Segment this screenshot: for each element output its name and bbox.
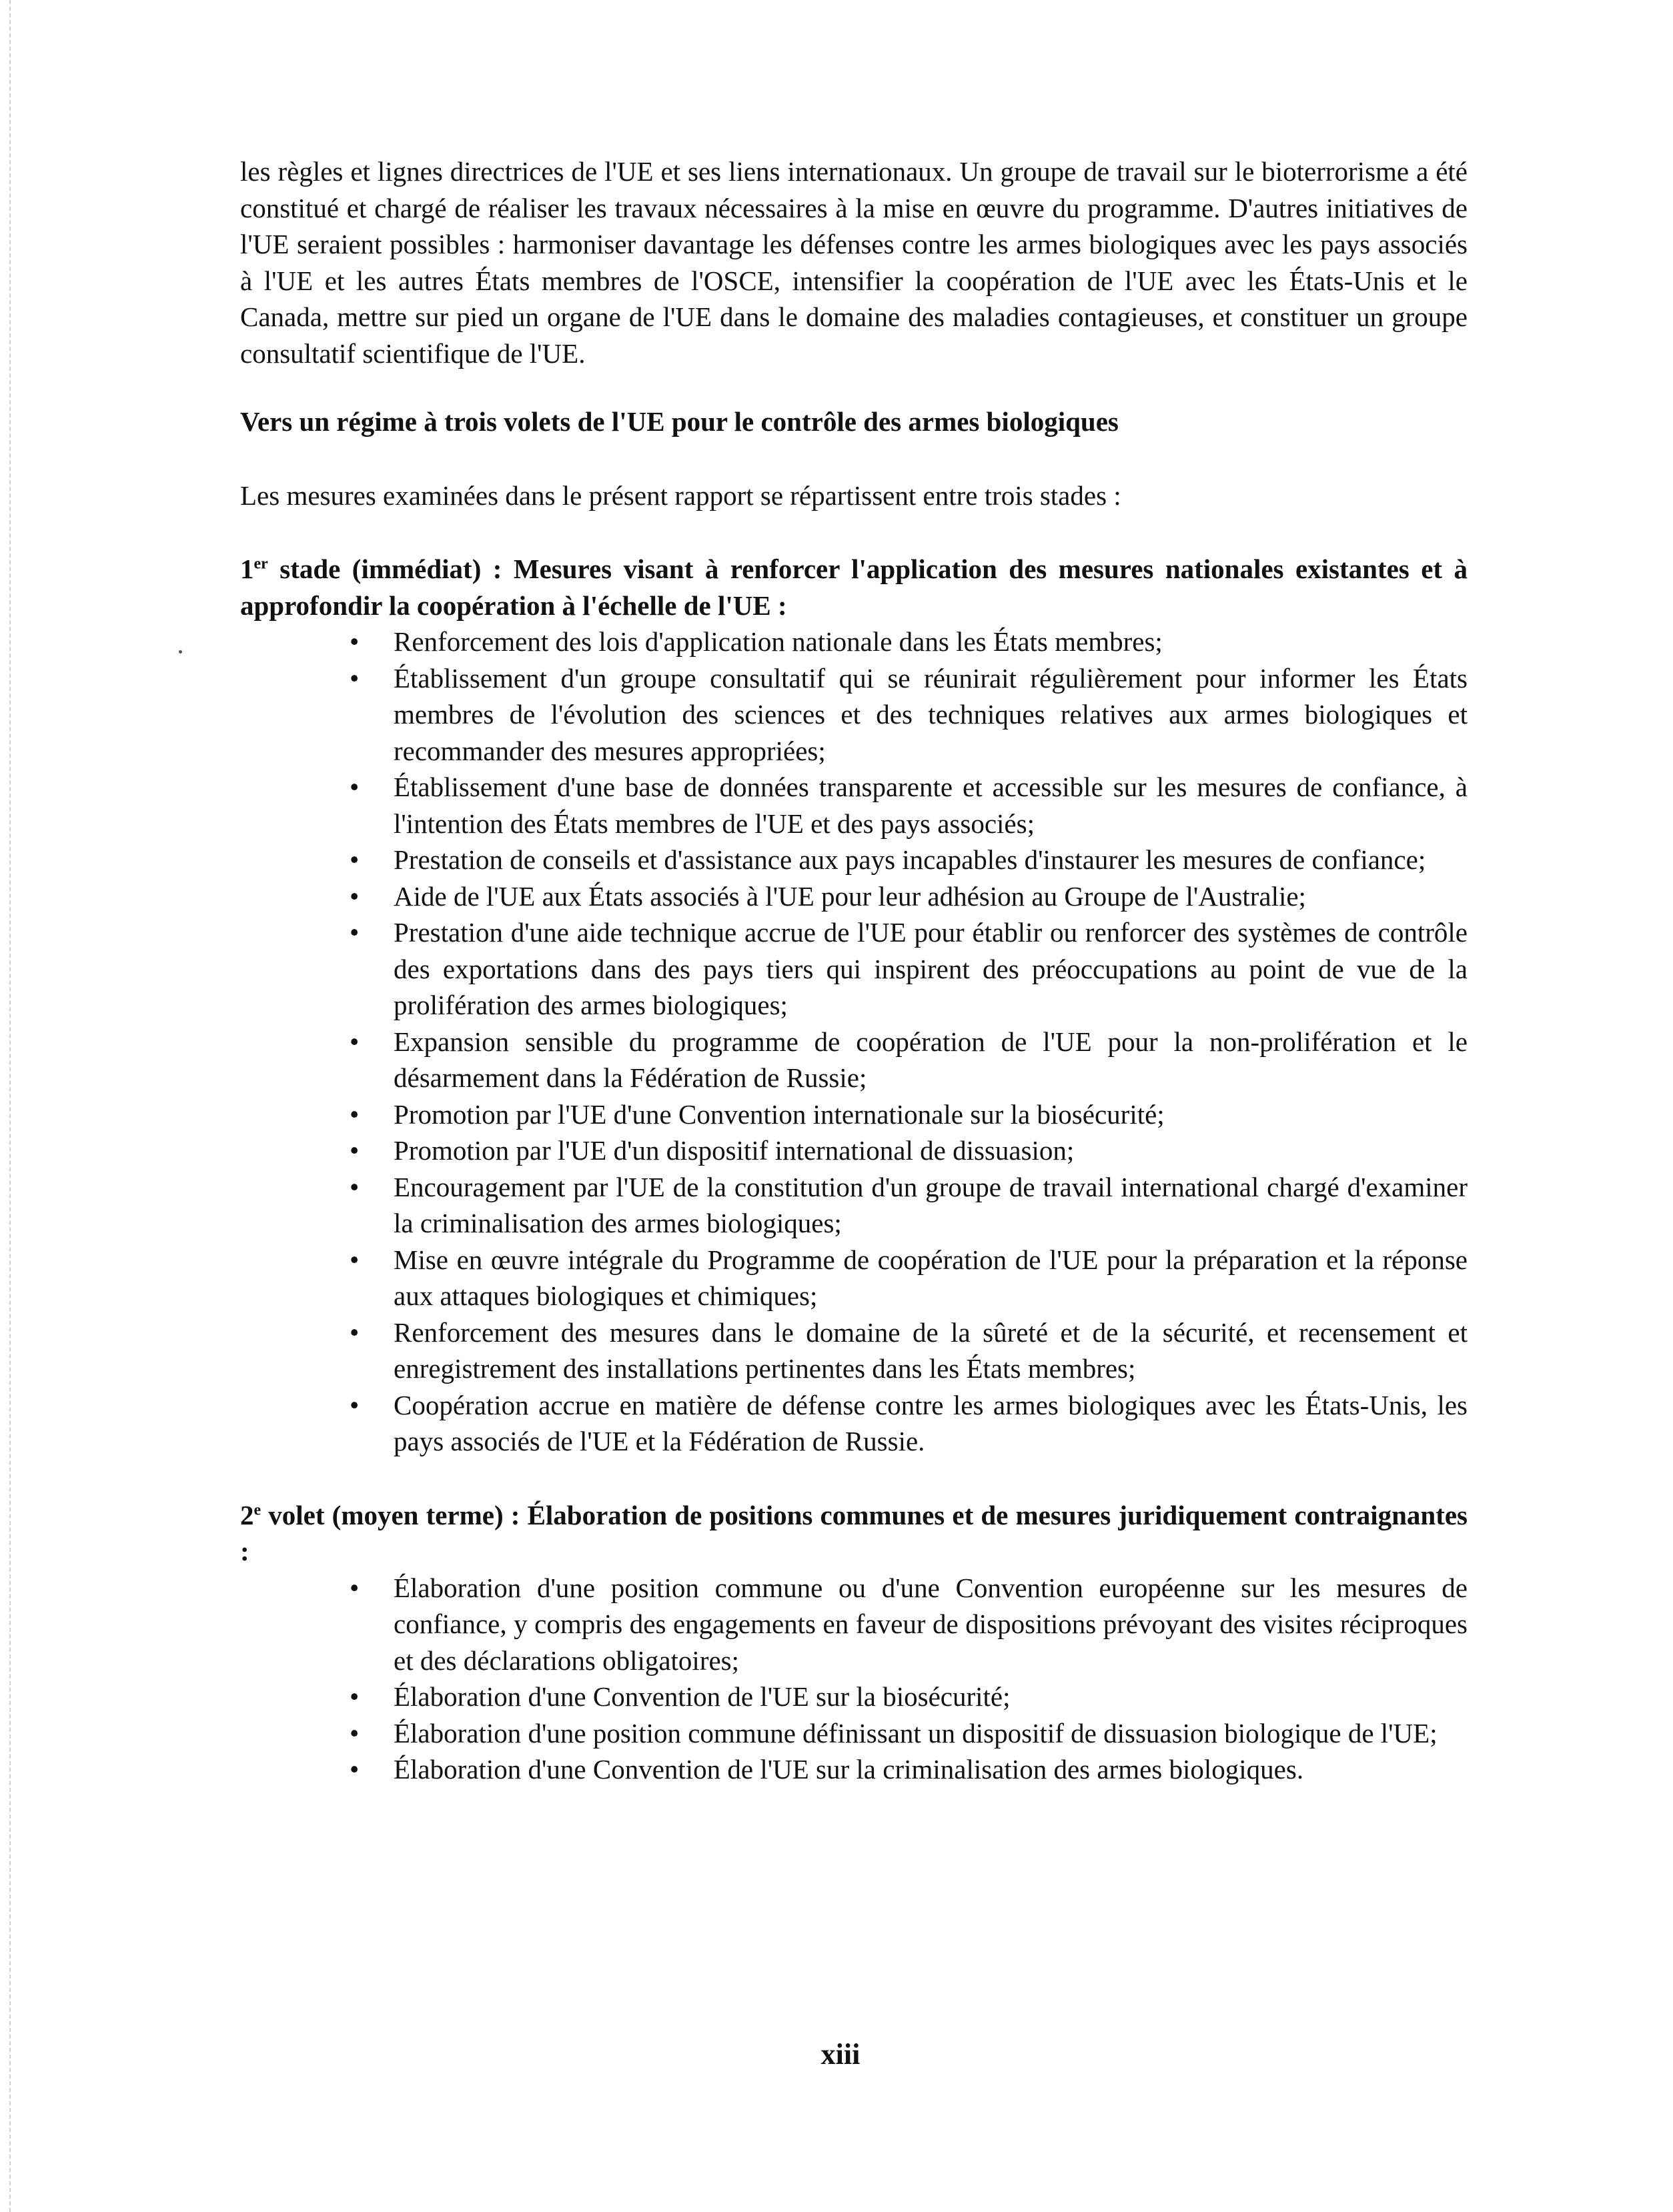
list-item xyxy=(340,1715,1468,1752)
bullet-icon: • xyxy=(350,662,360,694)
list-item-text: Mise en œuvre intégrale du Programme de coopération de l'UE pour la préparation et la réponse aux attaques biologiques et chimiques; xyxy=(394,1244,1468,1311)
bullet-icon: • xyxy=(350,1098,360,1130)
list-item xyxy=(340,660,1468,770)
list-item xyxy=(340,1314,1468,1387)
section-heading: Vers un régime à trois volets de l'UE pour le contrôle des armes biologiques xyxy=(240,406,1119,437)
list-item xyxy=(340,1751,1468,1788)
list-item-text: Encouragement par l'UE de la constitution d'un groupe de travail international chargé d'examiner la criminalisation des armes biologiques; xyxy=(394,1171,1468,1238)
list-item-text: Établissement d'une base de données transparente et accessible sur les mesures de confiance, à l'intention des États membres de l'UE et des pays associés; xyxy=(394,772,1468,839)
list-item xyxy=(340,624,1468,660)
list-item xyxy=(340,878,1468,915)
bullet-icon: • xyxy=(350,1135,360,1166)
stage1-number: 1 xyxy=(240,554,254,584)
bullet-icon: • xyxy=(350,880,360,912)
intro-paragraph: les règles et lignes directrices de l'UE et ses liens internationaux. Un groupe de travail sur le bioterrorisme a été constitué et chargé de réaliser les travaux nécessaires à la mise en œuvre du programme. D'autres initiatives de l'UE seraient possibles : harmoniser davantage les défenses contre les armes biologiques avec les pays associés à l'UE et les autres États membres de l'OSCE, intensifier la coopération de l'UE avec les États-Unis et le Canada, mettre sur pied un organe de l'UE dans le domaine des maladies contagieuses, et constituer un groupe consultatif scientifique de l'UE. xyxy=(240,156,1468,369)
list-item-text: Coopération accrue en matière de défense contre les armes biologiques avec les États-Unis, les pays associés de l'UE et la Fédération de Russie. xyxy=(394,1389,1468,1456)
list-item xyxy=(340,914,1468,1024)
list-item-text: Élaboration d'une Convention de l'UE sur la criminalisation des armes biologiques. xyxy=(394,1754,1304,1785)
bullet-icon: • xyxy=(350,1717,360,1749)
stage2-heading xyxy=(240,1497,1468,1570)
list-item-text: Élaboration d'une position commune définissant un dispositif de dissuasion biologique de l'UE; xyxy=(394,1717,1438,1749)
list-item-text: Élaboration d'une Convention de l'UE sur la biosécurité; xyxy=(394,1681,1011,1712)
list-item-text: Renforcement des mesures dans le domaine de la sûreté et de la sécurité, et recensement et enregistrement des installations pertinentes dans les États membres; xyxy=(394,1316,1468,1384)
list-item-text: Renforcement des lois d'application nationale dans les États membres; xyxy=(394,626,1163,657)
page-content xyxy=(240,153,1468,1788)
list-item-text: Expansion sensible du programme de coopération de l'UE pour la non-prolifération et le désarmement dans la Fédération de Russie; xyxy=(394,1026,1468,1093)
list-item-text: Établissement d'un groupe consultatif qui se réunirait régulièrement pour informer les États membres de l'évolution des sciences et des techniques relatives aux armes biologiques et recommander des mesures appropriées; xyxy=(394,662,1468,766)
scan-edge-marks xyxy=(0,0,11,2212)
list-item xyxy=(340,1024,1468,1096)
bullet-icon: • xyxy=(350,1681,360,1712)
bullet-icon: • xyxy=(350,1171,360,1202)
page-number: xiii xyxy=(820,2038,861,2071)
stage2-list xyxy=(340,1570,1468,1788)
list-item-text: Promotion par l'UE d'une Convention internationale sur la biosécurité; xyxy=(394,1098,1165,1130)
list-item xyxy=(340,1169,1468,1242)
bullet-icon: • xyxy=(350,1754,360,1785)
list-item-text: Aide de l'UE aux États associés à l'UE pour leur adhésion au Groupe de l'Australie; xyxy=(394,880,1306,912)
bullet-icon: • xyxy=(350,1244,360,1275)
stage1-title: stade (immédiat) : Mesures visant à renforcer l'application des mesures nationales existantes et à approfondir la coopération à l'échelle de l'UE : xyxy=(240,554,1468,621)
list-item xyxy=(340,1096,1468,1133)
bullet-icon: • xyxy=(350,626,360,657)
bullet-icon: • xyxy=(350,1389,360,1420)
list-item xyxy=(340,842,1468,878)
stage1-superscript: er xyxy=(253,555,268,573)
list-item xyxy=(340,1242,1468,1314)
list-item xyxy=(340,769,1468,842)
list-item-text: Promotion par l'UE d'un dispositif international de dissuasion; xyxy=(394,1135,1075,1166)
stage2-number: 2 xyxy=(240,1499,254,1530)
list-item xyxy=(340,1387,1468,1460)
stage2-title: volet (moyen terme) : Élaboration de positions communes et de mesures juridiquement contraignantes : xyxy=(240,1499,1468,1566)
list-item-text: Prestation de conseils et d'assistance aux pays incapables d'instaurer les mesures de confiance; xyxy=(394,844,1426,875)
bullet-icon: • xyxy=(350,1572,360,1603)
scan-speck xyxy=(179,650,182,654)
stages-intro: Les mesures examinées dans le présent rapport se répartissent entre trois stades : xyxy=(240,479,1121,511)
list-item-text: Élaboration d'une position commune ou d'une Convention européenne sur les mesures de confiance, y compris des engagements en faveur de dispositions prévoyant des visites réciproques et des déclarations obligatoires; xyxy=(394,1572,1468,1676)
list-item xyxy=(340,1132,1468,1169)
bullet-icon: • xyxy=(350,1316,360,1348)
bullet-icon: • xyxy=(350,917,360,948)
stage1-heading xyxy=(240,551,1468,624)
list-item xyxy=(340,1570,1468,1679)
list-item-text: Prestation d'une aide technique accrue de l'UE pour établir ou renforcer des systèmes de contrôle des exportations dans des pays tiers qui inspirent des préoccupations au point de vue de la prolifération des armes biologiques; xyxy=(394,917,1468,1020)
bullet-icon: • xyxy=(350,1026,360,1057)
stage1-list xyxy=(340,624,1468,1460)
bullet-icon: • xyxy=(350,844,360,875)
list-item xyxy=(340,1679,1468,1715)
bullet-icon: • xyxy=(350,772,360,802)
stage2-superscript: e xyxy=(253,1500,261,1518)
